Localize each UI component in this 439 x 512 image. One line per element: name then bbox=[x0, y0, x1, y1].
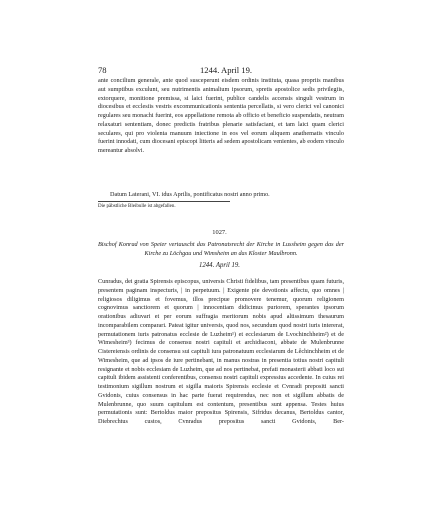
footnote-rule bbox=[98, 201, 230, 202]
paragraph-continuation: ante concilium generale, ante quod susceperunt eisdem ordinis instituta, quasa propriis manibus aut sumptibus exculunt, seu nutrimentis animalium ipsorum, spretis apostolice sedis privilegiis, extorquere, monitione premissa, si laici fuerint, publice candelis accensis singuli vestrum in diocesibus et ecclesiis vestris excommunicationis sententia percellatis, si vero clerici vel canonici regulares seu monachi fuerint, eos appellatione remota ab officio et beneficio suspendatis, neutram relaxaturi sententiam, donec predictis fratribus plenarie satisfaciant, et tam laici quam clerici seculares, qui pro violenta manuum iniectione in eos vel eorum aliquem anathematis vinculo fuerint innodati, cum diocesani episcopi litteris ad sedem apostolicam venientes, ab eodem vinculo mereantur absolvi. bbox=[98, 77, 344, 154]
datum-line: Datum Laterani, VI. idus Aprilis, pontificatus nostri anno primo. bbox=[110, 191, 270, 198]
running-header bbox=[98, 64, 344, 76]
document-number: 1027. bbox=[212, 229, 227, 236]
document-regest: Bischof Konrad von Speier vertauscht das Patronatsrecht der Kirche in Lussheim gegen das der Kirche zu Löchgau und Wimsheim an das Kloster Maulbronn. bbox=[98, 241, 344, 257]
page-number: 78 bbox=[98, 65, 107, 75]
document-date: 1244. April 19. bbox=[198, 262, 241, 269]
footnote: Die päbstliche Bleibulle ist abgefallen. bbox=[98, 204, 176, 209]
document-text: Cunradus, dei gratia Spirensis episcopus, universis Christi fidelibus, tam presentibus quam futuris, presentem paginam inspecturis, | in perpetuum. | Exigente pie devotionis affectu, quo omnes | religiosos diligimus et fovemus, illos precipue promovere tenemur, quorum religionem cognovimus sanctiorem et quorum | innocentiam didicimus puriorem, sperantes ipsorum orationibus adiuvari et per eorum suffragia meritorum nobis apud altissimum thesaurum incomparabilem comparari. Pateat igitur universis, quod nos, secundum quod nostri iuris intererat, permutationem iuris patronatus ecclesie de Luzheim¹) et ecclesiarum de Lvochinchheim²) et de Wimesheim³) fecimus de consensu nostri capituli et archidiaconi, abbate de Mulenbrunne Cistereiensis ordinis de consensu sui capituli iura patronatuum ecclesiarum de Lêchinchheim et de Wimesheim, que ad ipsos de iure pertinebant, in manus nostras in presentia totius nostri capituli resignante et nobis ecclesiam de Luzheim, que ad nos pertinebat, prefati monasterii abbati loco sui capituli ibidem assistenti conferentibus, consensu nostri capituli expressius accedente. In cuius rei testimonium sigillum nostrum et sigilla maioris Spirensis ecclesie et Cvnradi prepositi sancti Gvidonis, cuius consensus in hac parte fuerat requirendus, nec non et sigillum abbatis de Mulenbrunne, quo suum capitulum est contentum, presentibus sunt appensa. Testes huius permutationis sunt: Bertoldus maior prepositus Spirensis, Sifridus decanus, Bertoldus cantor, Diebrechtus custos, Cvnradus prepositus sancti Gvidonis, Ber- bbox=[98, 278, 344, 425]
header-date: 1244. April 19. bbox=[200, 65, 253, 75]
